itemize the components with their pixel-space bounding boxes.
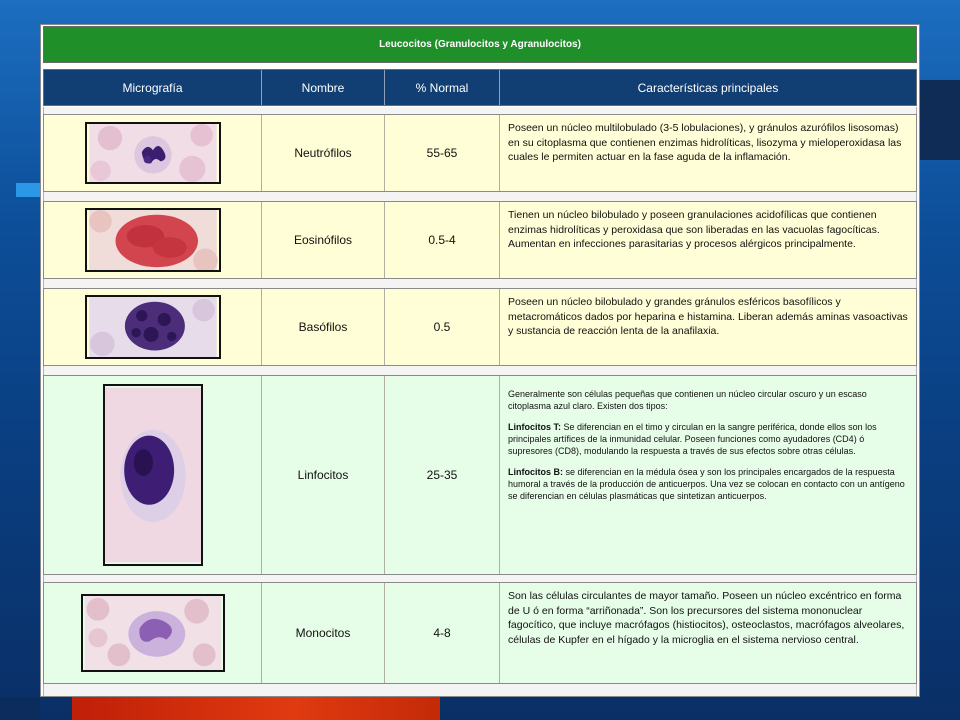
b-cells-text: se diferencian en la médula ósea y son los principales encargados de la respuesta humoral a través de la producción de anticuerpos. Una vez se colocan en contacto con un antígeno se diferencian en células plasmáticas que sintetizan anticuerpos. bbox=[508, 467, 905, 501]
description-b-cells bbox=[508, 466, 908, 502]
basophil-micrograph-image bbox=[85, 295, 221, 359]
cell-normal-percent: 4-8 bbox=[385, 583, 500, 683]
table-header-row bbox=[43, 69, 917, 106]
micrograph-cell bbox=[44, 202, 262, 278]
header-characteristics: Características principales bbox=[637, 80, 779, 95]
table-row-eosinofilos bbox=[43, 201, 917, 279]
cell-description: Tienen un núcleo bilobulado y poseen granulaciones acidofílicas que contienen enzimas hidrolíticas y peroxidasa que son liberadas en las vacuolas fagocíticas. Aumentan en infecciones parasitarias y procesos alérgicos principalmente. bbox=[508, 209, 880, 250]
cell-description bbox=[500, 376, 916, 574]
description-t-cells bbox=[508, 421, 908, 457]
cell-normal-percent: 25-35 bbox=[385, 376, 500, 574]
decorative-bar-bottom-red bbox=[72, 697, 440, 720]
decorative-panel-right bbox=[920, 80, 960, 160]
micrograph-cell bbox=[44, 115, 262, 191]
b-cells-label: Linfocitos B: bbox=[508, 467, 563, 477]
row-separator bbox=[43, 366, 917, 375]
header-micrograph: Micrografía bbox=[44, 70, 262, 105]
cell-normal-percent: 0.5-4 bbox=[385, 202, 500, 278]
cell-name: Basófilos bbox=[262, 289, 385, 365]
decorative-accent-left bbox=[16, 183, 40, 197]
neutrophil-micrograph-image bbox=[85, 122, 221, 184]
cell-description: Son las células circulantes de mayor tamaño. Poseen un núcleo excéntrico en forma de U ó en forma “arriñonada”. Son los precursores del sistema mononuclear fagocítico, que incluye macrófagos (histiocitos), osteoclastos, macrófagos alveolares, células de Kupfer en el hígado y la microglia en el sistema nervioso central. bbox=[508, 590, 905, 646]
row-separator bbox=[43, 107, 917, 114]
cell-normal-percent: 0.5 bbox=[385, 289, 500, 365]
table-row-neutrofilos bbox=[43, 114, 917, 192]
table-row-linfocitos bbox=[43, 375, 917, 575]
cell-description: Poseen un núcleo multilobulado (3-5 lobulaciones), y gránulos azurófilos lisosomas) en su citoplasma que contienen enzimas hidrolíticas, lisozyma y mieloperoxidasa las cuales le permiten actuar en la fase aguda de la inflamación. bbox=[508, 122, 902, 163]
table-title: Leucocitos (Granulocitos y Agranulocitos) bbox=[43, 26, 917, 63]
header-normal-percent: % Normal bbox=[385, 70, 500, 105]
table-row-monocitos bbox=[43, 582, 917, 684]
decorative-bar-bottom-left bbox=[0, 697, 40, 720]
leukocyte-table bbox=[40, 24, 920, 697]
lymphocyte-micrograph-image bbox=[103, 384, 203, 566]
micrograph-cell bbox=[44, 583, 262, 683]
micrograph-cell bbox=[44, 376, 262, 574]
header-name: Nombre bbox=[262, 70, 385, 105]
table-row-basofilos bbox=[43, 288, 917, 366]
cell-name: Neutrófilos bbox=[262, 115, 385, 191]
row-separator bbox=[43, 192, 917, 201]
cell-name: Monocitos bbox=[262, 583, 385, 683]
t-cells-text: Se diferencian en el timo y circulan en la sangre periférica, donde ellos son los principales artífices de la inmunidad celular. Poseen funciones como ayudadores (CD4) ó supresores (CD8), modulando la respuesta a través de sus efectos sobre otras células. bbox=[508, 422, 877, 456]
row-separator bbox=[43, 575, 917, 582]
micrograph-cell bbox=[44, 289, 262, 365]
row-separator bbox=[43, 684, 917, 696]
row-separator bbox=[43, 279, 917, 288]
eosinophil-micrograph-image bbox=[85, 208, 221, 272]
cell-name: Linfocitos bbox=[262, 376, 385, 574]
description-intro: Generalmente son células pequeñas que contienen un núcleo circular oscuro y un escaso citoplasma azul claro. Existen dos tipos: bbox=[508, 389, 867, 411]
monocyte-micrograph-image bbox=[81, 594, 225, 672]
cell-normal-percent: 55-65 bbox=[385, 115, 500, 191]
cell-name: Eosinófilos bbox=[262, 202, 385, 278]
cell-description: Poseen un núcleo bilobulado y grandes gránulos esféricos basofílicos y metacromáticos dados por heparina e histamina. Liberan además aminas vasoactivas y sustancia de reacción lenta de la anafilaxia. bbox=[508, 296, 908, 337]
t-cells-label: Linfocitos T: bbox=[508, 422, 561, 432]
